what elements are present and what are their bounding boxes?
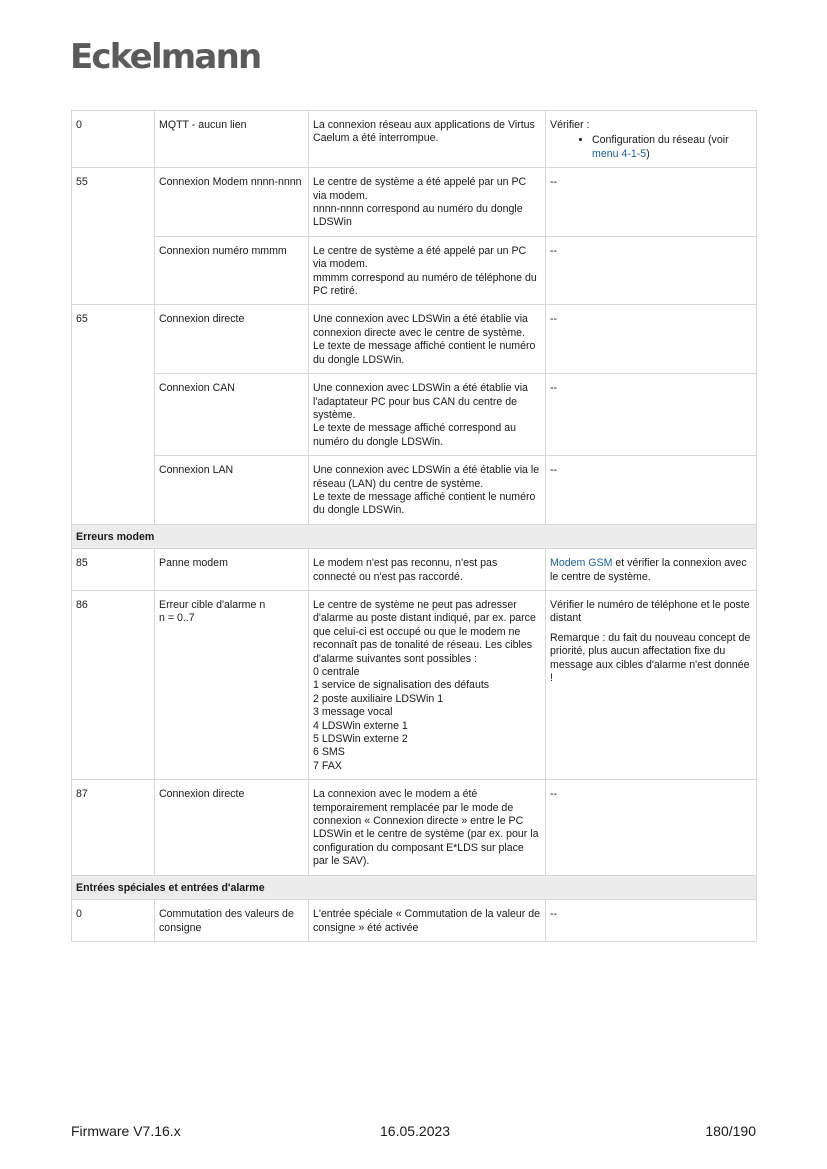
description-line: Le centre de système a été appelé par un PC via modem. xyxy=(313,176,527,202)
description-line: Le texte de message affiché correspond au numéro du dongle LDSWin. xyxy=(313,422,516,448)
remedy-cell: -- xyxy=(546,374,757,456)
remedy-cell xyxy=(546,111,757,168)
remedy-list xyxy=(550,134,752,161)
alarm-target-item: 7 FAX xyxy=(313,759,342,772)
description-cell: La connexion réseau aux applications de Virtus Caelum a été interrompue. xyxy=(309,111,546,168)
footer-date: 16.05.2023 xyxy=(380,1123,451,1139)
alarm-target-item: 5 LDSWin externe 2 xyxy=(313,733,408,746)
message-cell: Connexion CAN xyxy=(155,374,309,456)
description-line: mmmm correspond au numéro de téléphone du PC retiré. xyxy=(313,271,537,298)
description-line: nnnn-nnnn correspond au numéro du dongle LDSWin xyxy=(313,203,523,229)
alarm-target-item: 0 centrale xyxy=(313,666,360,678)
table-row xyxy=(72,374,757,456)
footer-firmware-version: Firmware V7.16.x xyxy=(71,1123,181,1139)
table-row xyxy=(72,111,757,168)
remedy-intro: Vérifier : xyxy=(550,119,590,131)
description-line: Le centre de système a été appelé par un PC via modem. xyxy=(313,244,527,271)
table-row xyxy=(72,900,757,942)
message-cell: Panne modem xyxy=(155,549,309,591)
alarm-target-item: 2 poste auxiliaire LDSWin 1 xyxy=(313,692,444,705)
table-row xyxy=(72,168,757,237)
description-line: Le centre de système ne peut pas adresser d'alarme au poste distant indiqué, par ex. parce que celui-ci est occupé ou que le modem ne reconnaît pas de tonalité de réseau. Les cibles d'alarme suivantes sont possibles : xyxy=(313,598,536,665)
description-cell: Le modem n'est pas reconnu, n'est pas connecté ou n'est pas raccordé. xyxy=(309,549,546,591)
code-cell: 0 xyxy=(72,900,155,942)
description-line: Une connexion avec LDSWin a été établie via connexion directe avec le centre de système. xyxy=(313,313,528,339)
description-cell xyxy=(309,590,546,779)
code-cell: 65 xyxy=(72,305,155,524)
bullet-text: Configuration du réseau (voir xyxy=(592,134,729,147)
code-cell: 85 xyxy=(72,549,155,591)
alarm-target-item: 3 message vocal xyxy=(313,706,393,719)
message-cell: Connexion LAN xyxy=(155,456,309,525)
description-cell xyxy=(309,456,546,525)
message-cell xyxy=(155,590,309,779)
eckelmann-logo: Eckelmann xyxy=(70,37,261,77)
remedy-paragraph: Vérifier le numéro de téléphone et le poste distant xyxy=(550,598,750,625)
alarm-target-item: 6 SMS xyxy=(313,746,345,759)
section-title: Erreurs modem xyxy=(72,524,757,548)
section-header-row xyxy=(72,875,757,899)
code-cell: 0 xyxy=(72,111,155,168)
section-title: Entrées spéciales et entrées d'alarme xyxy=(72,875,757,899)
footer-page-number: 180/190 xyxy=(705,1123,756,1139)
modem-gsm-link[interactable]: Modem GSM xyxy=(550,557,613,570)
description-line: Le texte de message affiché contient le numéro du dongle LDSWin. xyxy=(313,340,536,366)
remedy-cell: -- xyxy=(546,780,757,875)
table-row xyxy=(72,549,757,591)
alarm-target-item: 1 service de signalisation des défauts xyxy=(313,679,490,692)
remedy-cell: -- xyxy=(546,305,757,374)
remedy-cell: -- xyxy=(546,168,757,237)
section-header-row xyxy=(72,524,757,548)
table-row xyxy=(72,236,757,305)
remedy-cell xyxy=(546,590,757,779)
remedy-cell: -- xyxy=(546,236,757,305)
message-line: n = 0..7 xyxy=(159,612,195,625)
code-cell: 87 xyxy=(72,780,155,875)
description-cell: La connexion avec le modem a été temporairement remplacée par le mode de connexion « Connexion directe » entre le PC LDSWin et le centre de système (par ex. pour la configuration du composant E*LDS sur place par le SAV). xyxy=(309,780,546,875)
message-cell: Connexion directe xyxy=(155,780,309,875)
table-row xyxy=(72,780,757,875)
description-line: Une connexion avec LDSWin a été établie via l'adaptateur PC pour bus CAN du centre de système. xyxy=(313,382,528,421)
remedy-cell xyxy=(546,549,757,591)
description-cell xyxy=(309,305,546,374)
description-cell xyxy=(309,236,546,305)
description-line: Une connexion avec LDSWin a été établie via le réseau (LAN) du centre de système. xyxy=(313,464,540,490)
description-cell xyxy=(309,168,546,237)
bullet-end: ) xyxy=(646,147,650,160)
table-row xyxy=(72,456,757,525)
message-cell: Connexion numéro mmmm xyxy=(155,236,309,305)
remedy-text: et vérifier la connexion avec le centre de système. xyxy=(550,557,747,583)
alarm-target-item: 4 LDSWin externe 1 xyxy=(313,719,408,732)
description-cell xyxy=(309,374,546,456)
message-line: Erreur cible d'alarme n xyxy=(159,598,266,611)
remedy-note: Remarque : du fait du nouveau concept de priorité, plus aucun affectation fixe du message aux cibles d'alarme n'est donnée ! xyxy=(550,631,751,684)
description-line: Le texte de message affiché contient le numéro du dongle LDSWin. xyxy=(313,490,536,517)
message-table xyxy=(71,110,757,942)
menu-link[interactable]: menu 4-1-5 xyxy=(592,147,647,160)
list-item xyxy=(592,134,752,161)
table-row xyxy=(72,305,757,374)
message-cell: Connexion directe xyxy=(155,305,309,374)
message-cell: Commutation des valeurs de consigne xyxy=(155,900,309,942)
message-cell: MQTT - aucun lien xyxy=(155,111,309,168)
remedy-cell: -- xyxy=(546,456,757,525)
code-cell: 55 xyxy=(72,168,155,305)
message-cell: Connexion Modem nnnn-nnnn xyxy=(155,168,309,237)
remedy-cell: -- xyxy=(546,900,757,942)
table-row xyxy=(72,590,757,779)
code-cell: 86 xyxy=(72,590,155,779)
description-cell: L'entrée spéciale « Commutation de la valeur de consigne » été activée xyxy=(309,900,546,942)
